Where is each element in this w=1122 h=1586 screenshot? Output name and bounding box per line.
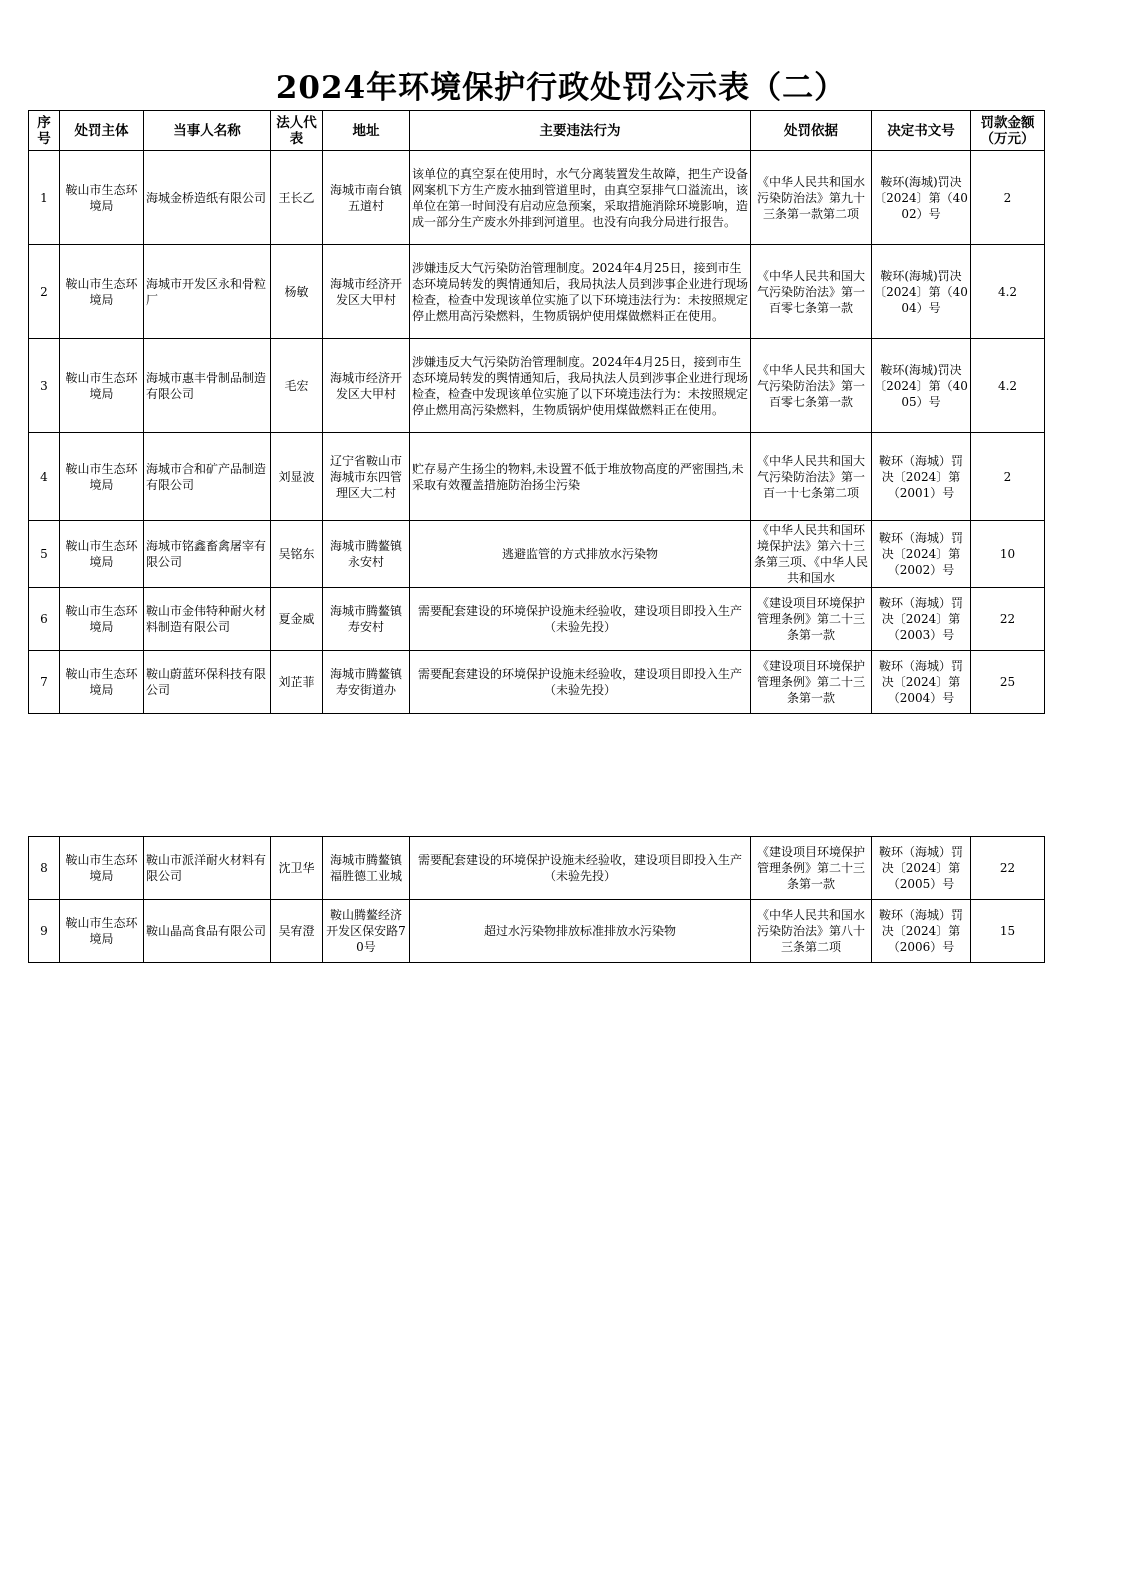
cell-violation: 需要配套建设的环境保护设施未经验收，建设项目即投入生产（未验先投）	[410, 837, 751, 900]
cell-legal-rep: 刘芷菲	[271, 651, 323, 714]
cell-basis: 《建设项目环境保护管理条例》第二十三条第一款	[751, 588, 872, 651]
table-row	[29, 651, 1045, 714]
cell-doc-no: 鞍环（海城）罚决〔2024〕第（2006）号	[872, 900, 971, 963]
cell-basis: 《建设项目环境保护管理条例》第二十三条第一款	[751, 651, 872, 714]
cell-address: 鞍山腾鳌经济开发区保安路70号	[323, 900, 410, 963]
header-address: 地址	[323, 111, 410, 151]
penalty-table-part-1	[28, 110, 1045, 714]
cell-legal-rep: 沈卫华	[271, 837, 323, 900]
header-subject: 处罚主体	[60, 111, 144, 151]
cell-seq: 2	[29, 245, 60, 339]
cell-subject: 鞍山市生态环境局	[60, 521, 144, 588]
cell-subject: 鞍山市生态环境局	[60, 588, 144, 651]
cell-violation: 需要配套建设的环境保护设施未经验收，建设项目即投入生产（未验先投）	[410, 651, 751, 714]
table-row	[29, 588, 1045, 651]
header-party: 当事人名称	[144, 111, 271, 151]
cell-doc-no: 鞍环（海城）罚决〔2024〕第（2005）号	[872, 837, 971, 900]
header-seq: 序号	[29, 111, 60, 151]
cell-legal-rep: 王长乙	[271, 151, 323, 245]
cell-address: 海城市腾鳌镇寿安街道办	[323, 651, 410, 714]
cell-violation: 需要配套建设的环境保护设施未经验收，建设项目即投入生产（未验先投）	[410, 588, 751, 651]
cell-legal-rep: 杨敏	[271, 245, 323, 339]
table-row	[29, 339, 1045, 433]
cell-party: 海城市惠丰骨制品制造有限公司	[144, 339, 271, 433]
cell-subject: 鞍山市生态环境局	[60, 651, 144, 714]
cell-party: 鞍山蔚蓝环保科技有限公司	[144, 651, 271, 714]
cell-address: 海城市经济开发区大甲村	[323, 245, 410, 339]
cell-basis: 《中华人民共和国大气污染防治法》第一百零七条第一款	[751, 339, 872, 433]
cell-subject: 鞍山市生态环境局	[60, 900, 144, 963]
table-row	[29, 245, 1045, 339]
header-legal-rep: 法人代表	[271, 111, 323, 151]
cell-party: 鞍山晶高食品有限公司	[144, 900, 271, 963]
cell-seq: 6	[29, 588, 60, 651]
cell-basis: 《建设项目环境保护管理条例》第二十三条第一款	[751, 837, 872, 900]
table-header-row	[29, 111, 1045, 151]
cell-seq: 4	[29, 433, 60, 521]
header-doc-no: 决定书文号	[872, 111, 971, 151]
table-row	[29, 433, 1045, 521]
cell-legal-rep: 夏金威	[271, 588, 323, 651]
cell-doc-no: 鞍环（海城）罚决〔2024〕第（2003）号	[872, 588, 971, 651]
cell-violation: 涉嫌违反大气污染防治管理制度。2024年4月25日，接到市生态环境局转发的舆情通知后，我局执法人员到涉事企业进行现场检查，检查中发现该单位实施了以下环境违法行为：未按照规定停止燃用高污染燃料，生物质锅炉使用煤做燃料正在使用。	[410, 245, 751, 339]
cell-party: 鞍山市派洋耐火材料有限公司	[144, 837, 271, 900]
cell-party: 海城市开发区永和骨粒厂	[144, 245, 271, 339]
cell-amount: 2	[971, 433, 1045, 521]
header-basis: 处罚依据	[751, 111, 872, 151]
cell-subject: 鞍山市生态环境局	[60, 151, 144, 245]
cell-address: 海城市腾鳌镇永安村	[323, 521, 410, 588]
cell-basis: 《中华人民共和国大气污染防治法》第一百零七条第一款	[751, 245, 872, 339]
cell-seq: 5	[29, 521, 60, 588]
header-violation: 主要违法行为	[410, 111, 751, 151]
cell-amount: 22	[971, 837, 1045, 900]
cell-amount: 4.2	[971, 245, 1045, 339]
cell-legal-rep: 毛宏	[271, 339, 323, 433]
cell-violation: 该单位的真空泵在使用时，水气分离装置发生故障，把生产设备网案机下方生产废水抽到管道里时，由真空泵排气口溢流出，该单位在第一时间没有启动应急预案，采取措施消除环境影响，造成一部分生产废水外排到河道里。也没有向我分局进行报告。	[410, 151, 751, 245]
table-row	[29, 521, 1045, 588]
cell-address: 海城市腾鳌镇寿安村	[323, 588, 410, 651]
cell-amount: 2	[971, 151, 1045, 245]
cell-doc-no: 鞍环（海城）罚决〔2024〕第（2001）号	[872, 433, 971, 521]
cell-party: 海城金桥造纸有限公司	[144, 151, 271, 245]
cell-subject: 鞍山市生态环境局	[60, 433, 144, 521]
cell-party: 海城市合和矿产品制造有限公司	[144, 433, 271, 521]
cell-amount: 10	[971, 521, 1045, 588]
cell-doc-no: 鞍环(海城)罚决〔2024〕第（4005）号	[872, 339, 971, 433]
cell-seq: 3	[29, 339, 60, 433]
cell-amount: 25	[971, 651, 1045, 714]
cell-legal-rep: 吴铭东	[271, 521, 323, 588]
cell-address: 海城市腾鳌镇福胜德工业城	[323, 837, 410, 900]
cell-amount: 15	[971, 900, 1045, 963]
cell-basis: 《中华人民共和国水污染防治法》第九十三条第一款第二项	[751, 151, 872, 245]
cell-address: 辽宁省鞍山市海城市东四管理区大二村	[323, 433, 410, 521]
cell-seq: 8	[29, 837, 60, 900]
cell-party: 海城市铭鑫畜禽屠宰有限公司	[144, 521, 271, 588]
cell-amount: 22	[971, 588, 1045, 651]
cell-violation: 贮存易产生扬尘的物料,未设置不低于堆放物高度的严密围挡,未采取有效覆盖措施防治扬尘污染	[410, 433, 751, 521]
cell-legal-rep: 刘显波	[271, 433, 323, 521]
cell-subject: 鞍山市生态环境局	[60, 837, 144, 900]
cell-subject: 鞍山市生态环境局	[60, 245, 144, 339]
header-amount: 罚款金额（万元）	[971, 111, 1045, 151]
cell-doc-no: 鞍环(海城)罚决〔2024〕第（4004）号	[872, 245, 971, 339]
table-row	[29, 837, 1045, 900]
cell-amount: 4.2	[971, 339, 1045, 433]
cell-violation: 涉嫌违反大气污染防治管理制度。2024年4月25日，接到市生态环境局转发的舆情通知后，我局执法人员到涉事企业进行现场检查，检查中发现该单位实施了以下环境违法行为：未按照规定停止燃用高污染燃料，生物质锅炉使用煤做燃料正在使用。	[410, 339, 751, 433]
page-title: 2024年环境保护行政处罚公示表（二）	[275, 70, 847, 106]
cell-address: 海城市南台镇五道村	[323, 151, 410, 245]
cell-basis: 《中华人民共和国大气污染防治法》第一百一十七条第二项	[751, 433, 872, 521]
cell-basis: 《中华人民共和国环境保护法》第六十三条第三项、《中华人民共和国水	[751, 521, 872, 588]
cell-seq: 1	[29, 151, 60, 245]
cell-doc-no: 鞍环（海城）罚决〔2024〕第（2002）号	[872, 521, 971, 588]
table-row	[29, 900, 1045, 963]
cell-legal-rep: 吴宥澄	[271, 900, 323, 963]
table-row	[29, 151, 1045, 245]
cell-violation: 逃避监管的方式排放水污染物	[410, 521, 751, 588]
cell-doc-no: 鞍环（海城）罚决〔2024〕第（2004）号	[872, 651, 971, 714]
cell-basis: 《中华人民共和国水污染防治法》第八十三条第二项	[751, 900, 872, 963]
cell-subject: 鞍山市生态环境局	[60, 339, 144, 433]
cell-violation: 超过水污染物排放标准排放水污染物	[410, 900, 751, 963]
cell-party: 鞍山市金伟特种耐火材料制造有限公司	[144, 588, 271, 651]
cell-address: 海城市经济开发区大甲村	[323, 339, 410, 433]
cell-seq: 7	[29, 651, 60, 714]
cell-seq: 9	[29, 900, 60, 963]
cell-doc-no: 鞍环(海城)罚决〔2024〕第（4002）号	[872, 151, 971, 245]
penalty-table-part-2	[28, 836, 1045, 963]
